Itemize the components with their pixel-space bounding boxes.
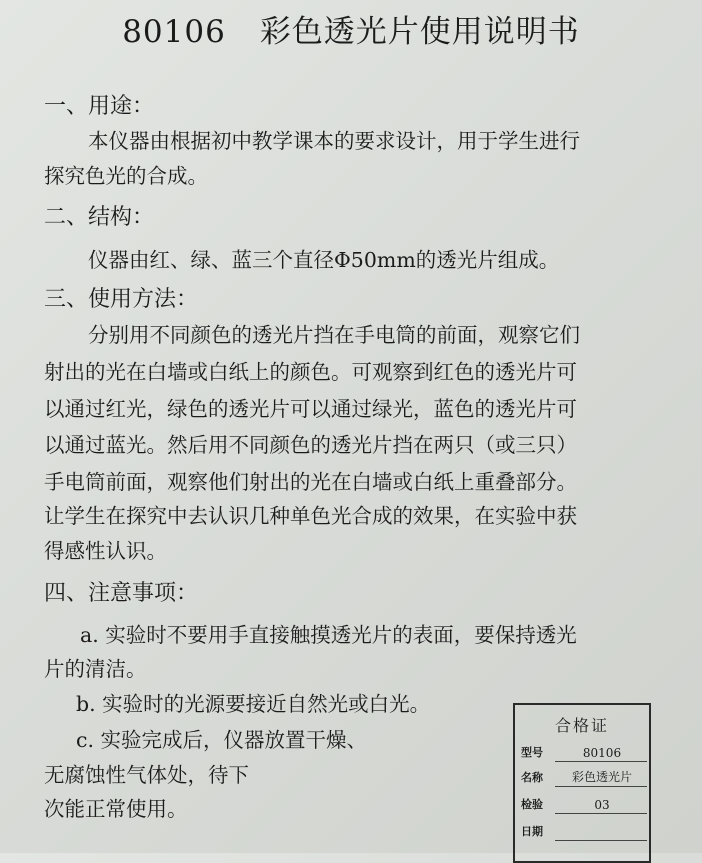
usage-line-1: 分别用不同颜色的透光片挡在手电筒的前面，观察它们 [88, 323, 580, 347]
section-usage-heading: 三、使用方法： [44, 287, 199, 312]
certificate-row-name [521, 763, 647, 787]
notes-line-a: a. 实验时不要用手直接触摸透光片的表面，要保持透光 [80, 623, 577, 647]
usage-line-3: 以通过红光，绿色的透光片可以通过绿光，蓝色的透光片可 [44, 397, 577, 421]
usage-line-2: 射出的光在白墙或白纸上的颜色。可观察到红色的透光片可 [44, 360, 577, 384]
certificate-rule [555, 840, 647, 841]
notes-line-c-cont-1: 无腐蚀性气体处，待下 [44, 763, 249, 787]
usage-line-5: 手电筒前面，观察他们射出的光在白墙或白纸上重叠部分。 [44, 470, 577, 494]
certificate-rule [555, 813, 647, 814]
document-name: 彩色透光片使用说明书 [259, 14, 580, 50]
usage-line-4: 以通过蓝光。然后用不同颜色的透光片挡在两只（或三只） [44, 433, 577, 457]
usage-line-6: 让学生在探究中去认识几种单色光合成的效果，在实验中获 [44, 504, 577, 528]
certificate-row-model [521, 738, 647, 762]
notes-line-c: c. 实验完成后，仪器放置干燥、 [76, 728, 368, 752]
certificate-row-inspection [521, 790, 647, 814]
certificate-label-name: 名称 [521, 771, 543, 784]
section-notes-heading: 四、注意事项： [44, 581, 199, 606]
certificate-title: 合格证 [554, 716, 609, 735]
certificate-value-inspection: 03 [594, 798, 610, 812]
certificate-value-model: 80106 [582, 746, 622, 760]
model-number: 80106 [122, 14, 226, 50]
notes-line-b: b. 实验时的光源要接近自然光或白光。 [76, 692, 431, 716]
page-title [0, 6, 702, 51]
section-structure-heading: 二、结构： [44, 205, 155, 230]
certificate-label-date: 日期 [521, 825, 543, 838]
certificate-label-inspection: 检验 [521, 798, 543, 811]
notes-line-a-cont: 片的清洁。 [44, 657, 147, 681]
notes-line-c-cont-2: 次能正常使用。 [44, 797, 188, 821]
purpose-line-1: 本仪器由根据初中教学课本的要求设计，用于学生进行 [88, 129, 580, 153]
certificate-rule [555, 786, 647, 787]
structure-line-1: 仪器由红、绿、蓝三个直径Φ50mm的透光片组成。 [88, 248, 560, 272]
section-purpose-heading: 一、用途： [44, 94, 155, 119]
purpose-line-2: 探究色光的合成。 [44, 164, 208, 188]
qualification-certificate [513, 703, 651, 863]
certificate-rule [555, 761, 647, 762]
certificate-value-name: 彩色透光片 [571, 770, 632, 784]
certificate-row-date [521, 817, 647, 841]
certificate-label-model: 型号 [521, 746, 543, 759]
usage-line-7: 得感性认识。 [44, 539, 167, 563]
